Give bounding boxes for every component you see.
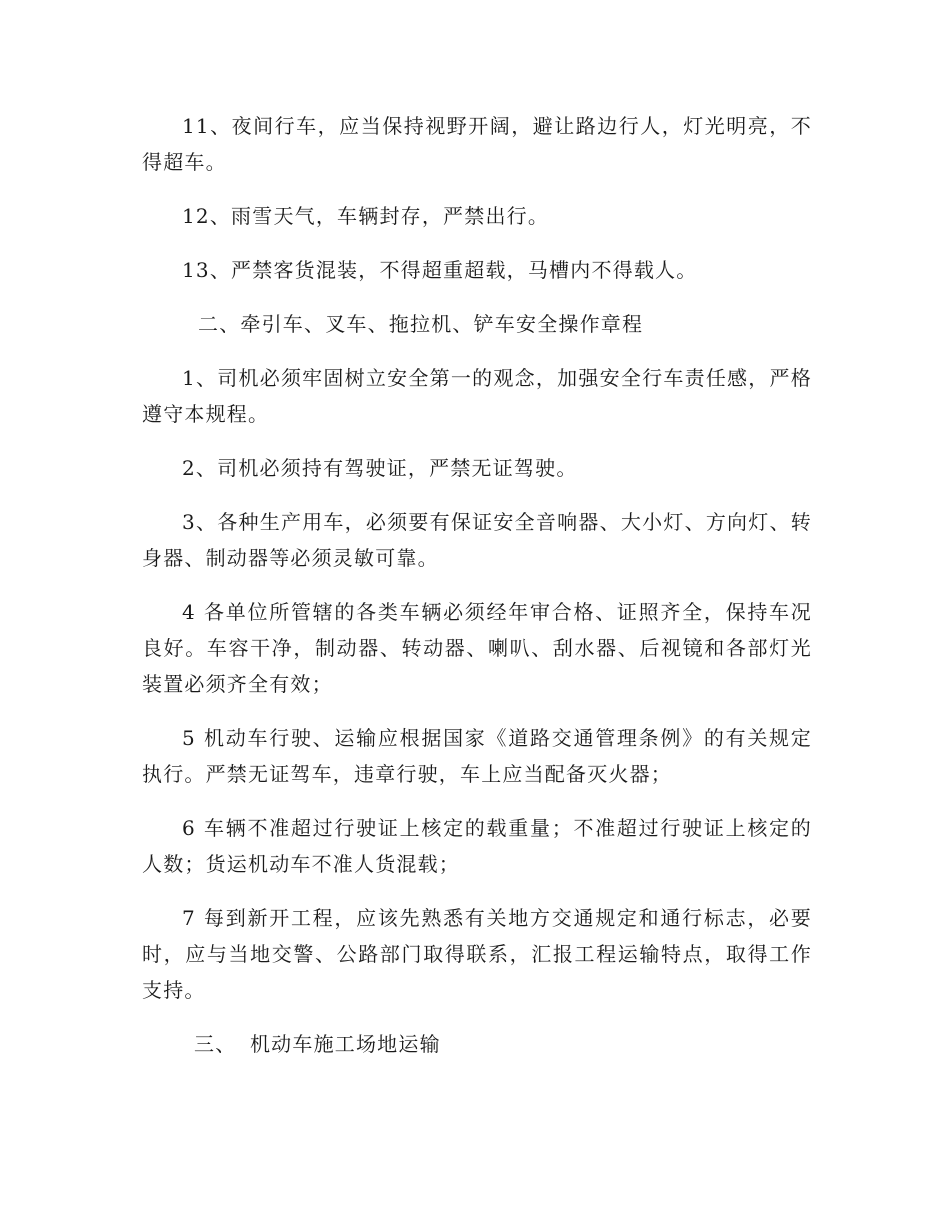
rule-item-6: 6 车辆不准超过行驶证上核定的载重量；不准超过行驶证上核定的人数；货运机动车不准人货混载； [142, 816, 812, 876]
rule-item-7: 7 每到新开工程，应该先熟悉有关地方交通规定和通行标志，必要时，应与当地交警、公路部门取得联系，汇报工程运输特点，取得工作支持。 [142, 906, 812, 1002]
paragraph-item-11: 11、夜间行车，应当保持视野开阔，避让路边行人，灯光明亮，不得超车。 [142, 114, 812, 174]
rule-item-4: 4 各单位所管辖的各类车辆必须经年审合格、证照齐全，保持车况良好。车容干净，制动器、转动器、喇叭、刮水器、后视镜和各部灯光装置必须齐全有效； [142, 600, 812, 696]
section-heading-2: 二、牵引车、叉车、拖拉机、铲车安全操作章程 [198, 312, 644, 336]
paragraph-item-13: 13、严禁客货混装，不得超重超载，马槽内不得载人。 [182, 258, 698, 282]
rule-item-3: 3、各种生产用车，必须要有保证安全音响器、大小灯、方向灯、转身器、制动器等必须灵敏可靠。 [142, 510, 812, 570]
document-page [142, 108, 812, 1080]
section-3-title: 机动车施工场地运输 [249, 1032, 441, 1056]
rule-item-1: 1、司机必须牢固树立安全第一的观念，加强安全行车责任感，严格遵守本规程。 [142, 366, 812, 426]
rule-item-5: 5 机动车行驶、运输应根据国家《道路交通管理条例》的有关规定执行。严禁无证驾车，违章行驶，车上应当配备灭火器； [142, 726, 812, 786]
paragraph-item-12: 12、雨雪天气，车辆封存，严禁出行。 [182, 204, 550, 228]
rule-item-2: 2、司机必须持有驾驶证，严禁无证驾驶。 [182, 456, 578, 480]
section-heading-3 [142, 1026, 812, 1062]
section-3-number: 三、 [194, 1032, 237, 1056]
